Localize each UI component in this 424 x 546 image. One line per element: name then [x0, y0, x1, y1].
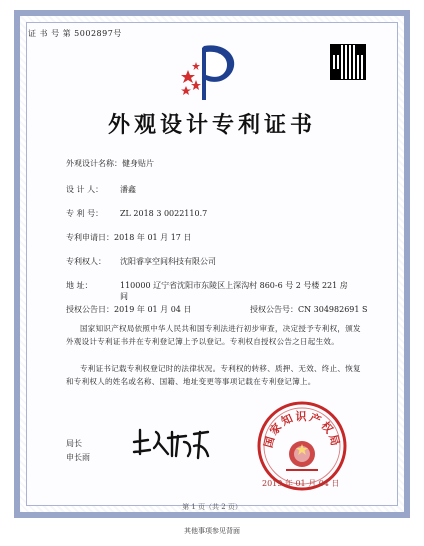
patent-number-row — [66, 208, 207, 219]
designer-value: 潘鑫 — [120, 185, 136, 194]
patentee-label: 专利权人： — [66, 257, 106, 266]
director-name: 申长雨 — [66, 453, 90, 462]
qr-code — [330, 44, 366, 80]
director-title: 局长 — [66, 439, 82, 448]
address-label: 地 址： — [66, 281, 93, 290]
grant-paragraph: 国家知识产权局依照中华人民共和国专利法进行初步审查，决定授予专利权，颁发外观设计专利证书并在专利登记簿上予以登记。专利权自授权公告之日起生效。 — [66, 324, 361, 346]
grant-date-label: 授权公告日： — [66, 305, 114, 314]
seal-date: 2019 年 01 月 04 日 — [262, 479, 340, 488]
page-number: 第 1 页（共 2 页） — [182, 503, 242, 511]
handwritten-signature-icon — [128, 420, 214, 466]
address-row — [66, 280, 348, 291]
design-name-label: 外观设计名称： — [66, 159, 122, 168]
cnipa-logo-icon — [176, 40, 242, 102]
patentee-value: 沈阳睿享空间科技有限公司 — [120, 257, 216, 266]
address-value-line1: 110000 辽宁省沈阳市东陵区上深沟村 860-6 号 2 号楼 221 房 — [120, 281, 348, 290]
patent-number-value: ZL 2018 3 0022110.7 — [120, 209, 208, 218]
filing-date-value: 2018 年 01 月 17 日 — [114, 233, 192, 242]
patentee-row — [66, 256, 216, 267]
grant-number-label: 授权公告号： — [250, 305, 298, 314]
filing-date-label: 专利申请日： — [66, 233, 114, 242]
grant-date-value: 2019 年 01 月 04 日 — [114, 305, 192, 314]
filing-date-row — [66, 232, 191, 243]
patent-number-label: 专 利 号： — [66, 209, 104, 218]
footer-note: 其他事项参见背面 — [184, 527, 240, 535]
address-value-line2: 间 — [120, 292, 128, 301]
grant-number-row — [250, 304, 368, 315]
svg-text:国家知识产权局: 国家知识产权局 — [261, 410, 343, 450]
grant-number-value: CN 304982691 S — [298, 305, 368, 314]
certificate-title: 外观设计专利证书 — [107, 112, 316, 138]
legal-status-paragraph: 专利证书记载专利权登记时的法律状况。专利权的转移、质押、无效、终止、恢复和专利权人的姓名或名称、国籍、地址变更等事项记载在专利登记簿上。 — [66, 364, 361, 386]
certificate-number: 证 书 号 第 5002897号 — [28, 29, 122, 38]
grant-date-row — [66, 304, 191, 315]
designer-label: 设 计 人： — [66, 185, 104, 194]
designer-row — [66, 184, 136, 195]
design-name-value: 健身贴片 — [122, 159, 154, 168]
design-name-row — [66, 158, 154, 169]
